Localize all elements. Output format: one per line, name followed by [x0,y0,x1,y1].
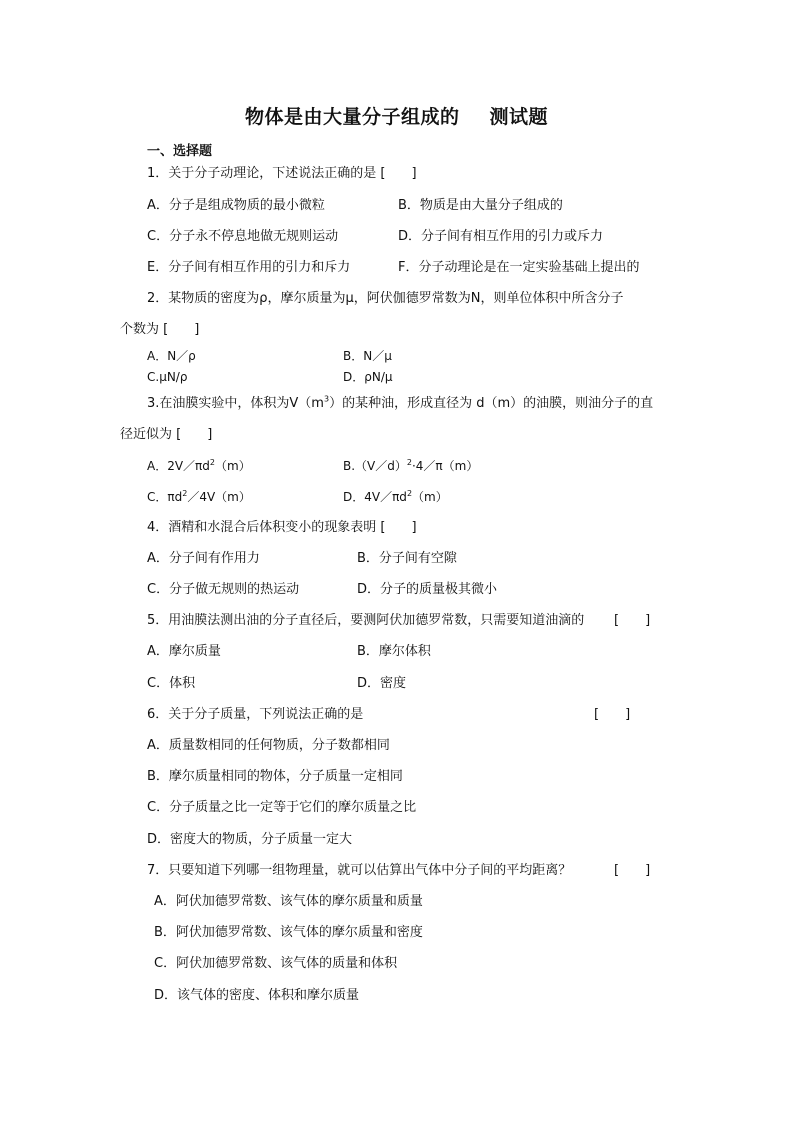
q3-c-sup: 2 [182,489,188,498]
q3-stem-line2: 径近似为 [ ] [120,427,213,442]
q2-option-b: B．N／μ [343,349,392,363]
q1-option-e: E．分子间有相互作用的引力和斥力 [147,260,351,275]
q3-a-sup: 2 [209,458,215,467]
q3-c-text: C．πd [147,490,183,504]
q4-option-d: D．分子的质量极其微小 [357,582,498,597]
q4-stem: 4．酒精和水混合后体积变小的现象表明 [ ] [147,520,417,535]
q2-option-d: D．ρN/μ [343,370,393,384]
q6-option-d: D．密度大的物质，分子质量一定大 [147,832,353,847]
q3-d-sup: 2 [406,489,413,498]
q7-bracket: [ ] [614,863,651,878]
q7-option-d: D．该气体的密度、体积和摩尔质量 [154,988,360,1003]
q3-stem-part2: ）的某种油，形成直径为 d（m）的油膜，则油分子的直 [329,396,654,411]
q7-option-b: B．阿伏加德罗常数、该气体的摩尔质量和密度 [154,925,423,940]
q1-stem: 1．关于分子动理论，下述说法正确的是 [ ] [147,166,417,181]
q3-option-b [343,457,478,475]
q6-option-a: A．质量数相同的任何物质，分子数都相同 [147,738,390,753]
q1-option-f: F．分子动理论是在一定实验基础上提出的 [398,260,640,275]
q1-option-d: D．分子间有相互作用的引力或斥力 [398,229,604,244]
page-title [0,102,793,129]
q7-option-c: C．阿伏加德罗常数、该气体的质量和体积 [154,956,398,971]
q3-d-unit: （m） [412,490,448,504]
q4-option-a: A．分子间有作用力 [147,551,260,566]
q3-d-text: D．4V／πd [343,490,407,504]
q5-option-d: D．密度 [357,676,407,691]
title-tail: 测试题 [489,106,549,128]
q3-option-c [147,488,251,506]
q2-option-c: C.μN/ρ [147,370,188,384]
q3-c-unit: ／4V（m） [187,490,251,504]
q3-b-unit: ·4／π（m） [411,459,479,473]
title-main: 物体是由大量分子组成的 [244,106,460,128]
q3-option-a [147,457,251,475]
q2-stem-line1: 2．某物质的密度为ρ，摩尔质量为μ，阿伏伽德罗常数为N，则单位体积中所含分子 [147,291,624,306]
q2-option-a: A．N／ρ [147,349,196,363]
q5-stem: 5．用油膜法测出油的分子直径后，要测阿伏加德罗常数，只需要知道油滴的 [147,613,585,628]
q5-option-a: A．摩尔质量 [147,644,221,659]
q6-option-b: B．摩尔质量相同的物体，分子质量一定相同 [147,769,403,784]
q3-b-sup: 2 [406,458,412,467]
section-heading: 一、选择题 [147,144,213,159]
q2-stem-line2: 个数为 [ ] [120,322,200,337]
q7-stem: 7．只要知道下列哪一组物理量，就可以估算出气体中分子间的平均距离？ [147,863,572,878]
q1-option-c: C．分子永不停息地做无规则运动 [147,229,339,244]
q3-stem-sup: 3 [323,394,330,404]
q5-bracket: [ ] [614,613,651,628]
q5-option-b: B．摩尔体积 [357,644,431,659]
q4-option-c: C．分子做无规则的热运动 [147,582,300,597]
q5-option-c: C．体积 [147,676,196,691]
q1-option-b: B．物质是由大量分子组成的 [398,198,563,213]
q4-option-b: B．分子间有空隙 [357,551,457,566]
q3-a-unit: （m） [215,459,251,473]
q3-a-text: A．2V／πd [147,459,210,473]
q6-option-c: C．分子质量之比一定等于它们的摩尔质量之比 [147,800,417,815]
q6-stem: 6．关于分子质量，下列说法正确的是 [147,707,364,722]
q3-stem-line1 [147,395,653,413]
q3-option-d [343,488,448,506]
q3-stem-part1: 3.在油膜实验中，体积为V（m [147,396,324,411]
q6-bracket: [ ] [594,707,631,722]
q7-option-a: A．阿伏加德罗常数、该气体的摩尔质量和质量 [154,894,423,909]
q3-b-text: B.（V／d） [343,459,407,473]
q1-option-a: A．分子是组成物质的最小微粒 [147,198,325,213]
